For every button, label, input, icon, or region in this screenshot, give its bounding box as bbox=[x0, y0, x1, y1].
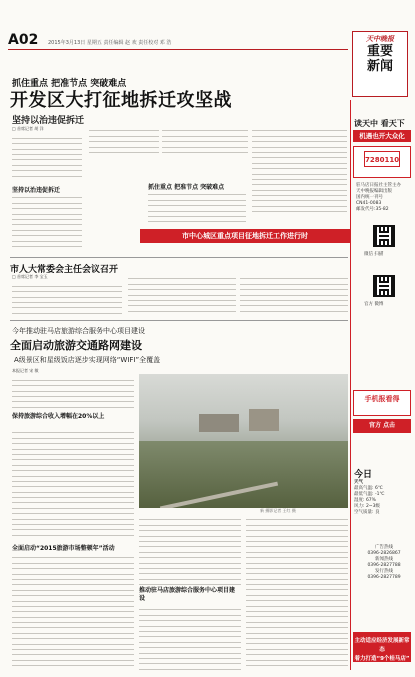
lead-column-3 bbox=[162, 126, 248, 154]
lead-column-2b bbox=[148, 190, 246, 228]
right-slogan: 读天中 看天下 bbox=[354, 119, 405, 128]
story3-photo bbox=[139, 374, 348, 508]
photo-caption: 新 摄影记者 王红 摄 bbox=[260, 508, 296, 513]
promo-box bbox=[353, 390, 411, 416]
lead-byline: □ 首席记者 胡 洋 bbox=[12, 126, 44, 131]
story2-column-3 bbox=[240, 274, 348, 314]
lead-column-4 bbox=[252, 126, 347, 226]
divider bbox=[10, 257, 348, 258]
weather-sub: 天气 bbox=[354, 480, 363, 485]
header-meta: 2015年3月13日 星期五 责任编辑 赵 欢 责任校对 邓 浩 bbox=[48, 40, 172, 46]
contact-info: 广告热线 0396-2826867 新闻热线 0396-2827788 发行热线 0396-2827789 bbox=[367, 545, 401, 580]
lead-column-1b bbox=[12, 193, 82, 253]
promo3: 官方 点击 bbox=[353, 419, 411, 433]
lead-section-1: 坚持以治违促拆迁 bbox=[12, 187, 61, 194]
promo-red: 机遇也开大众化 bbox=[353, 130, 411, 142]
weather-title: 今日 bbox=[354, 470, 373, 480]
text-lines bbox=[12, 133, 82, 176]
lead-column-2 bbox=[89, 126, 159, 154]
story3-column-3 bbox=[139, 515, 241, 585]
bottom-banner: 主动适应经济发展新常态 着力打造“9个桂马店” bbox=[353, 632, 411, 662]
story3-subhead: A级景区和星级饭店逐步实现网络“WIFI”全覆盖 bbox=[14, 356, 161, 364]
story3-column-1b bbox=[12, 428, 134, 536]
story2-column-2 bbox=[128, 274, 236, 314]
ad-box bbox=[353, 146, 411, 178]
story3-column-1c bbox=[12, 553, 134, 671]
qr-code bbox=[373, 225, 395, 247]
story3-column-4 bbox=[246, 515, 348, 671]
story2-byline: □ 首席记者 李 宝玉 bbox=[12, 274, 48, 279]
story3-sub-1: 保持旅游综合收入增幅在20%以上 bbox=[12, 413, 105, 420]
masthead-title-2: 新闻 bbox=[366, 59, 393, 74]
lead-banner: 市中心城区重点项目征地拆迁工作进行时 bbox=[140, 229, 350, 243]
story3-kicker: 今年推动驻马店旅游综合服务中心项目建设 bbox=[12, 327, 145, 335]
qr-label-2: 官方 微博 bbox=[364, 302, 384, 307]
story3-byline: 本报记者 宋 敏 bbox=[12, 368, 39, 373]
lead-subhead: 坚持以治违促拆迁 bbox=[12, 116, 85, 126]
divider bbox=[10, 320, 348, 321]
masthead-logo: 天中晚报 bbox=[366, 34, 394, 43]
weather-lines: 最高气温: 6℃ 最低气温: -1℃ 湿度: 67% 风力: 2~3级 空气质量: 良 bbox=[354, 486, 385, 515]
story2-column-1 bbox=[12, 274, 122, 314]
publisher-info: 驻马店日报社主管主办 天中晚报编辑出版 国内统一刊号 CN41-0083 邮发代号:35-82 bbox=[356, 183, 401, 212]
right-rule bbox=[350, 100, 351, 670]
story3-sub-3: 推动驻马店旅游综合服务中心项目建设 bbox=[139, 587, 236, 602]
lead-kicker: 抓住重点 把准节点 突破难点 bbox=[12, 79, 127, 89]
page-header bbox=[8, 32, 348, 50]
masthead-title-1: 重要 bbox=[366, 44, 393, 59]
ad-number: 7280110 bbox=[364, 151, 400, 167]
masthead bbox=[352, 31, 408, 97]
story3-sub-2: 全面启动“2015旅游市场整顿年”活动 bbox=[12, 545, 115, 552]
story3-headline: 全面启动旅游交通路网建设 bbox=[10, 339, 142, 352]
promo2: 手机报看得 bbox=[364, 395, 400, 403]
qr-code bbox=[373, 275, 395, 297]
story2-headline: 市人大常委会主任会议召开 bbox=[10, 265, 119, 275]
page-number: A02 bbox=[8, 32, 39, 48]
qr-label-1: 微信 扫描 bbox=[364, 252, 384, 257]
lead-headline: 开发区大打征地拆迁攻坚战 bbox=[10, 90, 232, 111]
story3-column-1 bbox=[12, 368, 134, 410]
lead-section-2: 抓住重点 把准节点 突破难点 bbox=[148, 184, 225, 191]
weather bbox=[354, 467, 410, 516]
story3-column-3b bbox=[139, 605, 241, 671]
